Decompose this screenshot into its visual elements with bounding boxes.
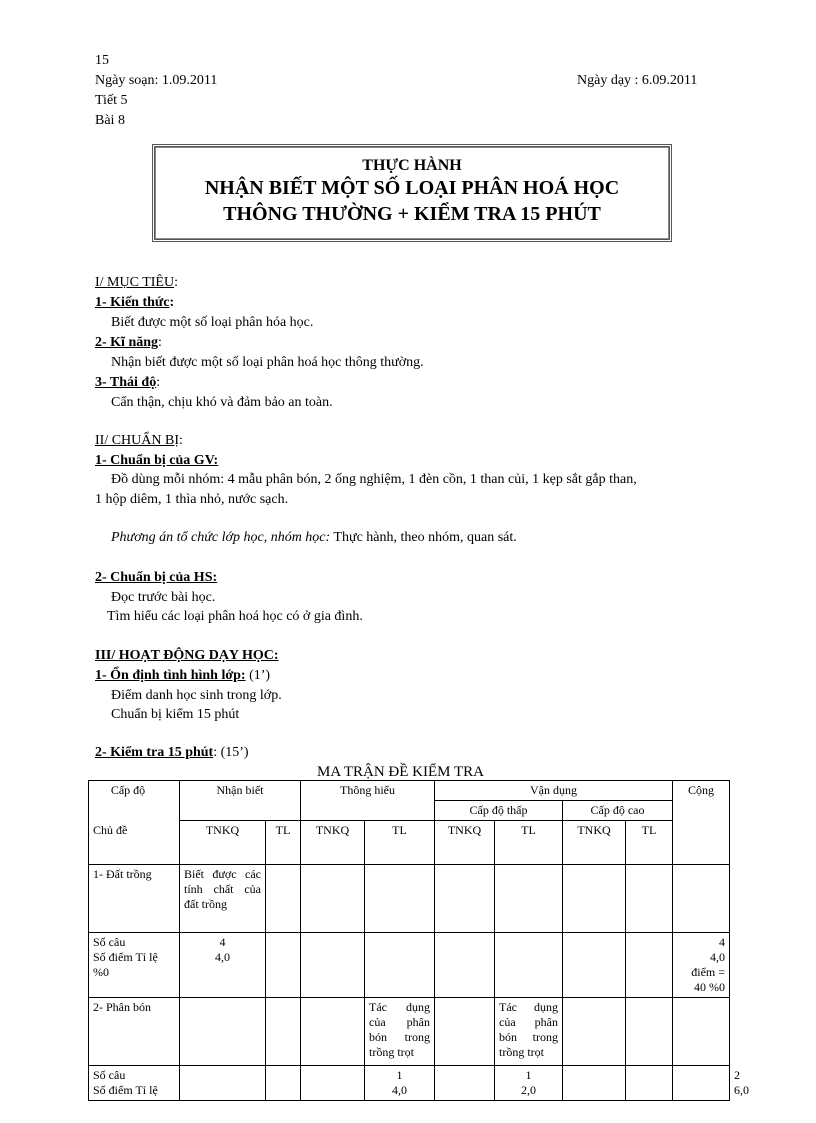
row2-empty-6 [563,933,626,998]
row4-empty-3 [301,1066,365,1101]
header-cap-do-cao: Cấp độ cao [563,801,673,821]
row3-vdt-tl: Tác dụng của phân bón trong trồng trọt [495,998,563,1066]
hs-text-line2: Tìm hiểu các loại phân hoá học có ở gia đình. [107,609,363,624]
row4-empty-2 [266,1066,301,1101]
row3-empty-5 [563,998,626,1066]
row3-th-tl: Tác dụng của phân bón trong trồng trọt [365,998,435,1066]
ngay-day: Ngày dạy : 6.09.2011 [577,73,698,88]
on-dinh-line2: Chuẩn bị kiểm 15 phút [111,707,240,722]
header-thong-hieu: Thông hiểu [301,781,435,821]
title-box [152,144,672,242]
thai-do-text: Cẩn thận, chịu khó và đảm bảo an toàn. [111,395,333,410]
row1-empty-4 [435,865,495,933]
phuong-an: Phương án tổ chức lớp học, nhóm học: Thực hành, theo nhóm, quan sát. [111,530,517,545]
row2-nb-tnkq: 4 4,0 [180,933,266,998]
header-chu-de: Chủ đề [93,823,128,837]
row2-empty-5 [495,933,563,998]
gv-heading: 1- Chuẩn bị của GV: [95,453,219,468]
sub-vdt-tl: TL [495,821,563,865]
row3-empty-1 [180,998,266,1066]
header-van-dung: Vận dụng [435,781,673,801]
title-line3: THÔNG THƯỜNG + KIỂM TRA 15 PHÚT [223,203,601,225]
hs-heading: 2- Chuẩn bị của HS: [95,570,218,585]
row2-empty-2 [301,933,365,998]
kien-thuc-text: Biết được một số loại phân hóa học. [111,315,314,330]
row1-empty-3 [365,865,435,933]
row1-empty-8 [673,865,730,933]
row4-label: Số câu Số điểm Tỉ lệ [89,1066,180,1101]
row4-empty-7 [673,1066,730,1101]
row1-empty-6 [563,865,626,933]
row4-empty-5 [563,1066,626,1101]
row1-empty-2 [301,865,365,933]
header-nhan-biet: Nhận biết [180,781,301,821]
header-cap-do-thap: Cấp độ thấp [435,801,563,821]
row3-topic: 2- Phân bón [89,998,180,1066]
sub-vdc-tnkq: TNKQ [563,821,626,865]
row3-empty-2 [266,998,301,1066]
ki-nang-text: Nhận biết được một số loại phân hoá học thông thường. [111,355,424,370]
title-line1: THỰC HÀNH [362,157,462,174]
row2-label: Số câu Số điểm Tỉ lệ %0 [89,933,180,998]
sub-th-tl: TL [365,821,435,865]
row1-topic: 1- Đất trồng [89,865,180,933]
row2-empty-3 [365,933,435,998]
kiem-tra-heading: 2- Kiểm tra 15 phút: (15’) [95,745,249,760]
row4-empty-4 [435,1066,495,1101]
header-cap-do-chu-de [89,781,180,865]
row4-empty-6 [626,1066,673,1101]
row1-empty-1 [266,865,301,933]
gv-text-line2: 1 hộp diêm, 1 thìa nhỏ, nước sạch. [95,492,289,507]
row4-empty-1 [180,1066,266,1101]
row3-empty-6 [626,998,673,1066]
row4-th-tl: 1 4,0 [365,1066,435,1101]
row1-empty-5 [495,865,563,933]
row3-empty-3 [301,998,365,1066]
bai: Bài 8 [95,113,125,128]
sub-vdt-tnkq: TNKQ [435,821,495,865]
sub-nb-tnkq: TNKQ [180,821,266,865]
title-line2: NHẬN BIẾT MỘT SỐ LOẠI PHÂN HOÁ HỌC [204,177,620,199]
row2-empty-1 [266,933,301,998]
row3-empty-7 [673,998,730,1066]
row2-empty-4 [435,933,495,998]
matrix-caption: MA TRẬN ĐỀ KIỂM TRA [317,764,484,780]
ki-nang-heading: 2- Kĩ năng: [95,335,162,350]
section1-heading: I/ MỤC TIÊU: [95,275,178,290]
on-dinh-heading: 1- Ổn định tình hình lớp: (1’) [95,668,271,683]
page-number: 15 [95,53,109,68]
hs-text-line1: Đọc trước bài học. [111,590,216,605]
row2-empty-7 [626,933,673,998]
gv-text-line1: Đồ dùng mỗi nhóm: 4 mẫu phân bón, 2 ống nghiệm, 1 đèn cồn, 1 than củi, 1 kẹp sắt gắp than, [111,472,637,487]
row2-cong: 4 4,0 điểm = 40 %0 [673,933,730,998]
thai-do-heading: 3- Thái độ: [95,375,161,390]
row3-empty-4 [435,998,495,1066]
row1-nb-tnkq: Biết được các tính chất của đất trồng [180,865,266,933]
header-cong: Cộng [673,781,730,865]
tiet: Tiết 5 [95,93,128,108]
row4-vdt-tl: 1 2,0 [495,1066,563,1101]
header-cap-do: Cấp độ [110,783,146,797]
sub-th-tnkq: TNKQ [301,821,365,865]
on-dinh-line1: Điểm danh học sinh trong lớp. [111,688,282,703]
section2-heading: II/ CHUẨN BỊ: [95,433,183,448]
sub-nb-tl: TL [266,821,301,865]
section3-heading: III/ HOẠT ĐỘNG DẠY HỌC: [95,648,279,663]
row1-empty-7 [626,865,673,933]
matrix-table: Cấp độ Chủ đề Nhận biết Thông hiểu Vận dụng Cộng Cấp độ thấp Cấp độ cao TNKQ TL TNKQ TL TNKQ TL TNKQ TL 1- Đất trồng Biết được các tính chất của đất trồng Số câu Số điểm Tỉ lệ %0 4 4,0 4 4,0 điểm = 40 %0 2- Phân bón Tác dụng của phân bón trong trồng trọt Tác dụng của phân bón trong trồng trọt Số câu Số điểm Tỉ lệ 1 4,0 1 2,0 2 6,0 [88,780,730,1101]
sub-vdc-tl: TL [626,821,673,865]
kien-thuc-heading: 1- Kiến thức: [95,295,175,310]
ngay-soan: Ngày soạn: 1.09.2011 [95,73,218,88]
